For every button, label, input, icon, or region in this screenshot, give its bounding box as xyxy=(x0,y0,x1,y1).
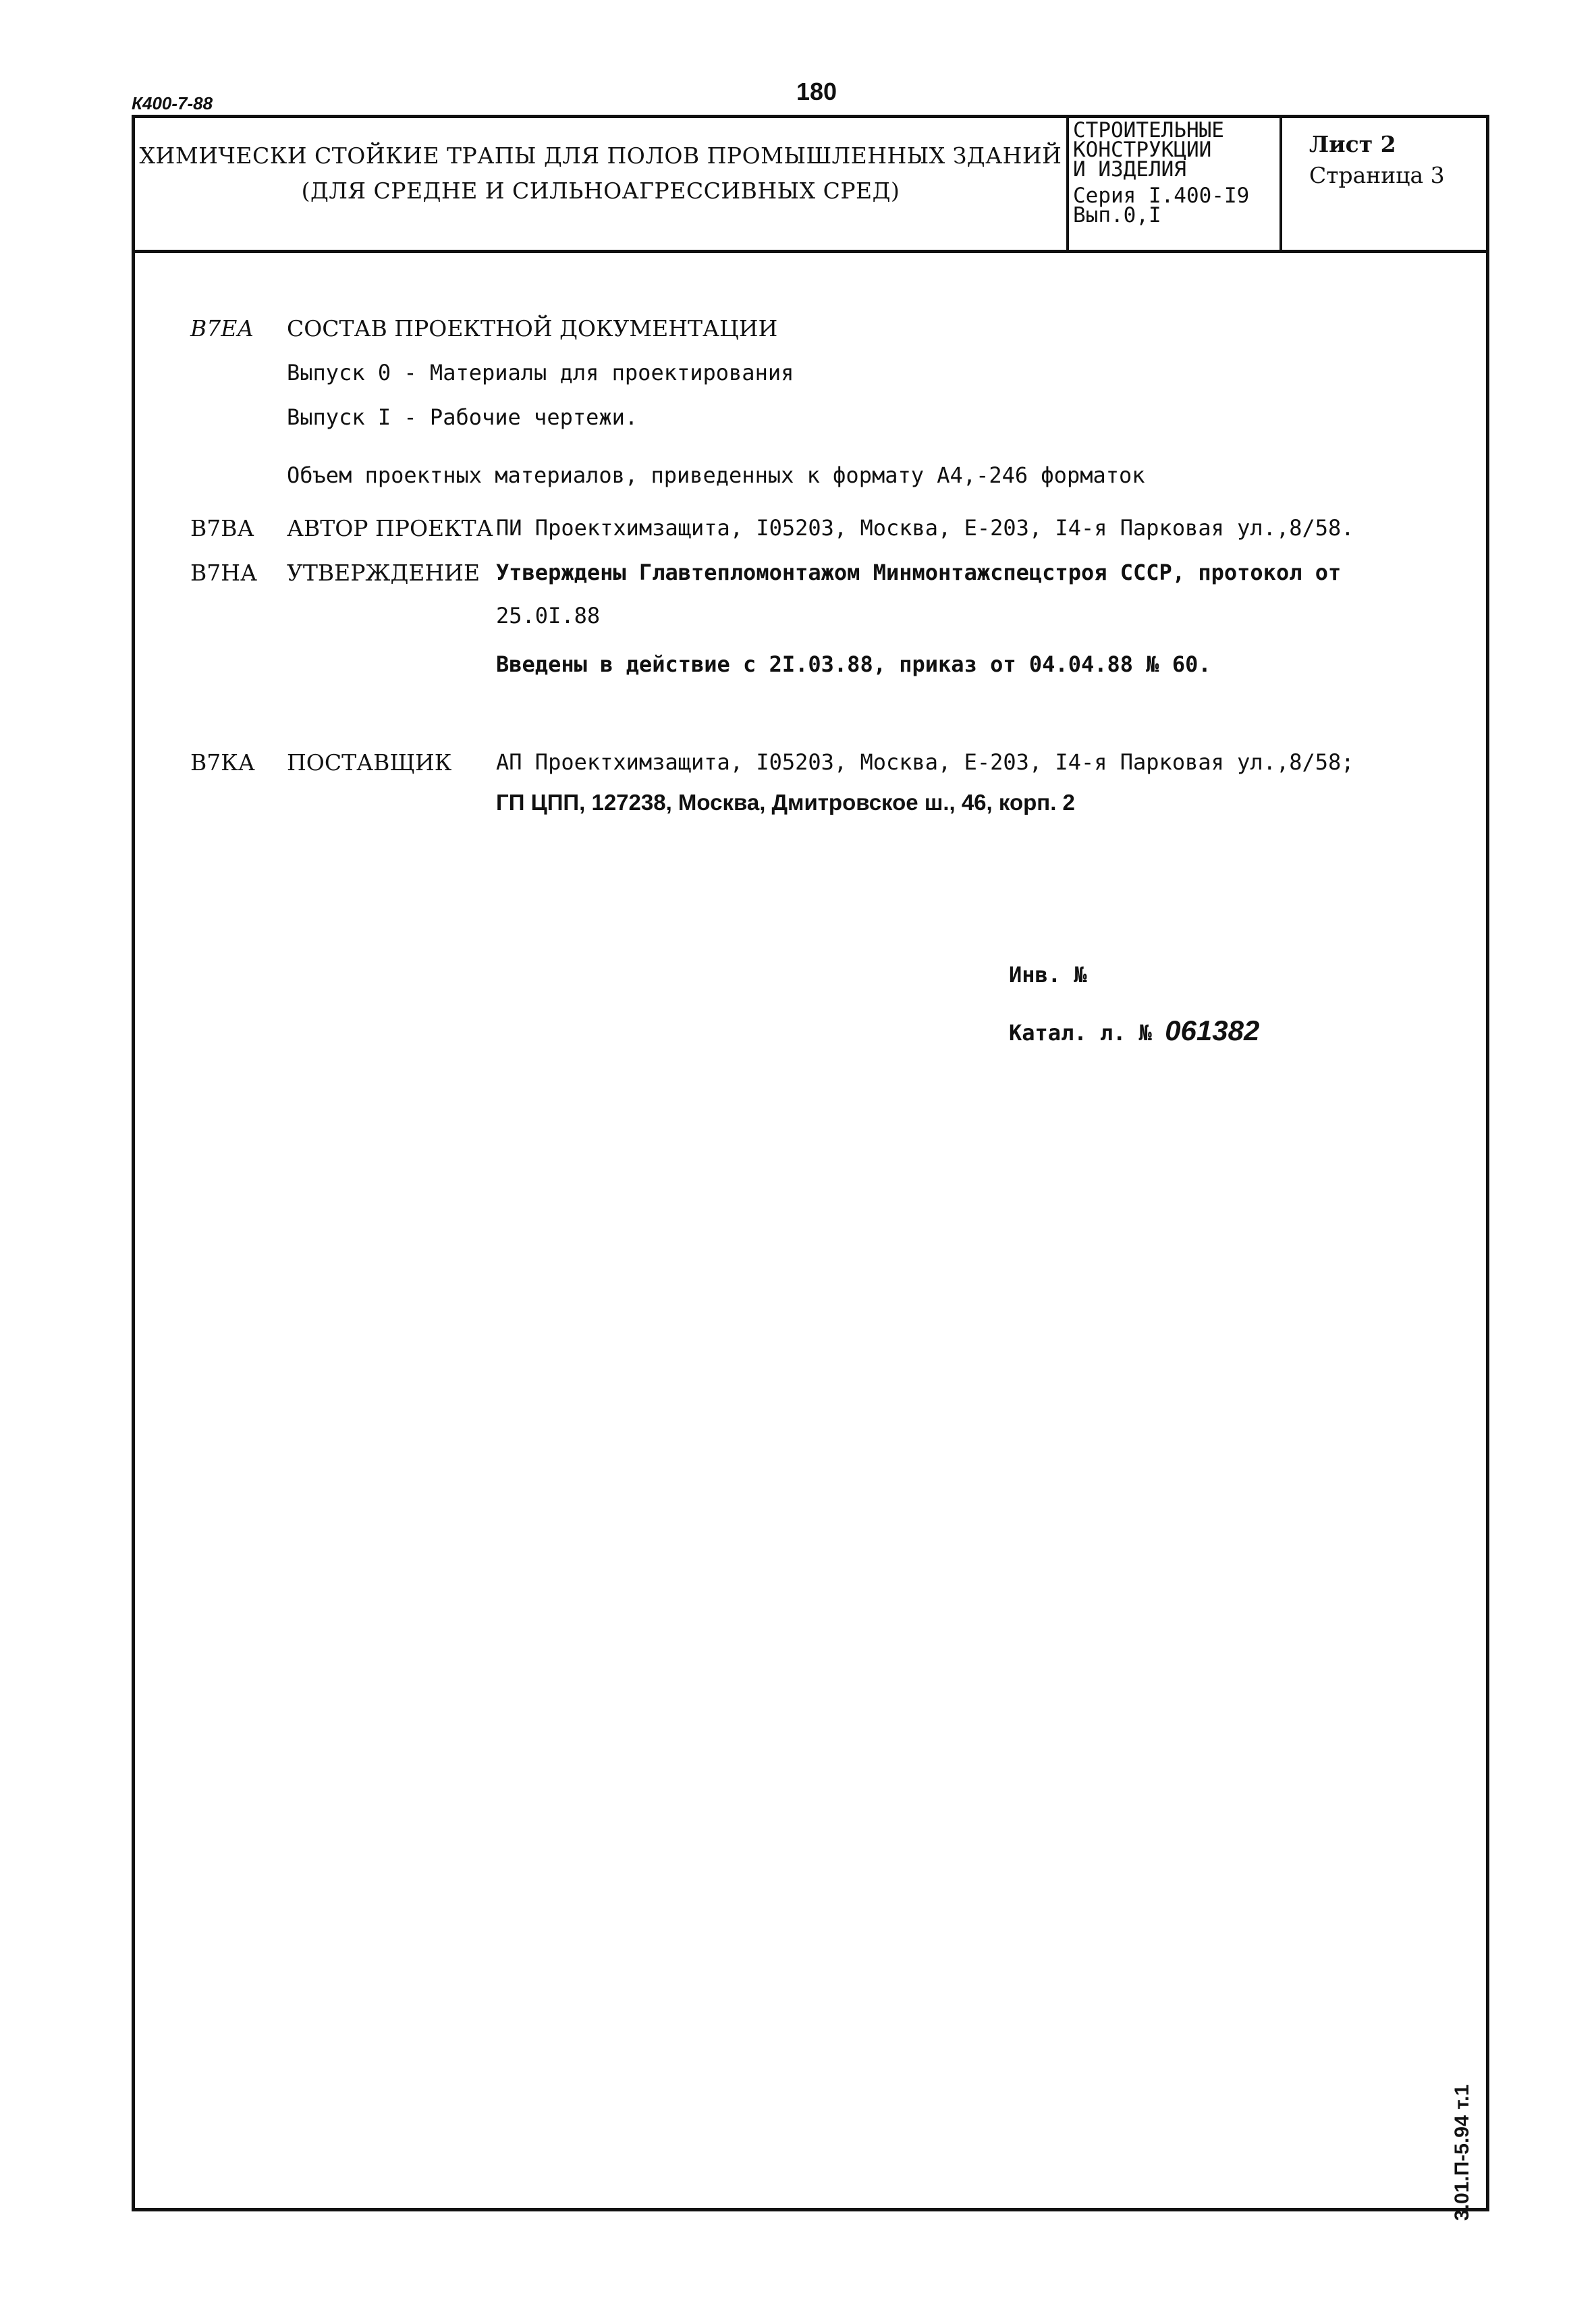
issue-0-line: Выпуск 0 - Материалы для проектирования xyxy=(287,360,794,385)
author-label: АВТОР ПРОЕКТА xyxy=(287,515,493,541)
side-stamp: 3.01.П-5.94 т.1 xyxy=(1451,2084,1473,2221)
document-body xyxy=(135,118,1486,2208)
catalog-line xyxy=(1009,1015,1259,1047)
title-line-1: ХИМИЧЕСКИ СТОЙКИЕ ТРАПЫ ДЛЯ ПОЛОВ ПРОМЫШЛЕННЫХ ЗДАНИЙ xyxy=(139,142,1062,169)
page-code: К400-7-88 xyxy=(132,93,213,113)
supplier-label: ПОСТАВЩИК xyxy=(287,749,452,776)
issue-number: Вып.0,I xyxy=(1073,203,1161,227)
page-number: 180 xyxy=(796,78,837,105)
supplier-text-1: АП Проектхимзащита, I05203, Москва, Е-203, I4-я Парковая ул.,8/58; xyxy=(496,749,1354,775)
approval-text-1: Утверждены Главтепломонтажом Минмонтажспецстроя СССР, протокол от xyxy=(496,560,1342,585)
sheet-number: Лист 2 xyxy=(1309,131,1396,157)
series-number: Серия I.400-I9 xyxy=(1073,184,1250,208)
catalog-number: 061382 xyxy=(1165,1015,1260,1046)
issue-1-line: Выпуск I - Рабочие чертежи. xyxy=(287,404,638,430)
document-frame xyxy=(132,115,1489,2211)
author-text: ПИ Проектхимзащита, I05203, Москва, Е-203, I4-я Парковая ул.,8/58. xyxy=(496,515,1354,541)
section-code: В7НА xyxy=(190,560,258,586)
category-line-1: СТРОИТЕЛЬНЫЕ xyxy=(1073,118,1224,142)
section-code: В7ВА xyxy=(190,515,254,541)
volume-line: Объем проектных материалов, приведенных к формату А4,-246 форматок xyxy=(287,462,1145,488)
catalog-label: Катал. л. № xyxy=(1009,1020,1152,1046)
inventory-label: Инв. № xyxy=(1009,962,1087,988)
approval-text-3: Введены в действие с 2I.03.88, приказ от 04.04.88 № 60. xyxy=(496,651,1211,677)
page-label: Страница 3 xyxy=(1309,162,1445,188)
approval-label: УТВЕРЖДЕНИЕ xyxy=(287,560,480,586)
supplier-text-2: ГП ЦПП, 127238, Москва, Дмитровское ш., 46, корп. 2 xyxy=(496,790,1075,815)
section-code: В7ЕА xyxy=(190,315,254,342)
approval-text-2: 25.0I.88 xyxy=(496,603,601,628)
section-code: В7КА xyxy=(190,749,255,776)
category-line-3: И ИЗДЕЛИЯ xyxy=(1073,157,1186,182)
title-line-2: (ДЛЯ СРЕДНЕ И СИЛЬНОАГРЕССИВНЫХ СРЕД) xyxy=(301,178,900,204)
section-title: СОСТАВ ПРОЕКТНОЙ ДОКУМЕНТАЦИИ xyxy=(287,315,778,342)
category-line-2: КОНСТРУКЦИИ xyxy=(1073,138,1212,162)
